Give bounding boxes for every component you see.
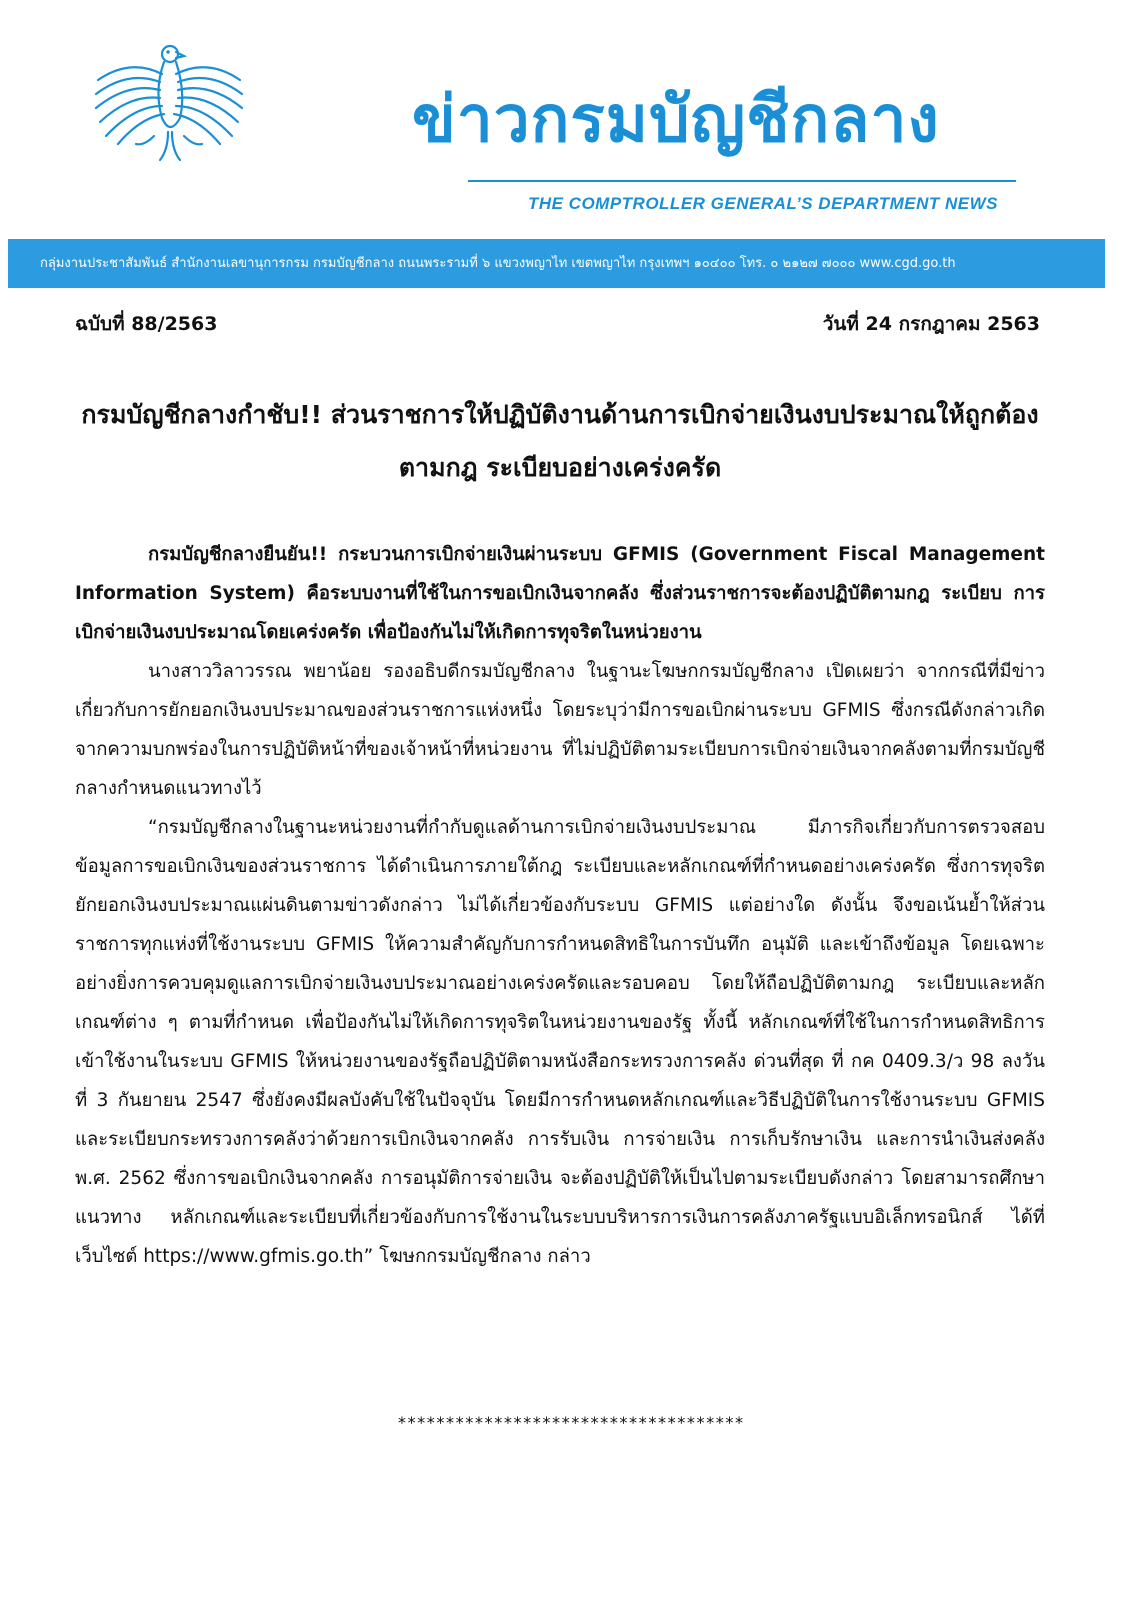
masthead-divider xyxy=(468,180,1016,182)
garuda-emblem-logo xyxy=(84,40,254,210)
article-body xyxy=(75,535,1045,1276)
issue-date: วันที่ 24 กรกฎาคม 2563 xyxy=(822,313,1040,335)
newsletter-title: ข่าวกรมบัญชีกลาง xyxy=(412,83,940,157)
body-paragraph-1: นางสาววิลาวรรณ พยาน้อย รองอธิบดีกรมบัญชีกลาง ในฐานะโฆษกกรมบัญชีกลาง เปิดเผยว่า จากกรณีที่มีข่าวเกี่ยวกับการยักยอกเงินงบประมาณของส่วนราชการแห่งหนึ่ง โดยระบุว่ามีการขอเบิกผ่านระบบ GFMIS ซึ่งกรณีดังกล่าวเกิดจากความบกพร่องในการปฏิบัติหน้าที่ของเจ้าหน้าที่หน่วยงาน ที่ไม่ปฏิบัติตามระเบียบการเบิกจ่ายเงินจากคลังตามที่กรมบัญชีกลางกำหนดแนวทางไว้ xyxy=(75,661,1045,799)
headline xyxy=(60,388,1060,494)
headline-line-1: กรมบัญชีกลางกำชับ!! ส่วนราชการให้ปฏิบัติงานด้านการเบิกจ่ายเงินงบประมาณให้ถูกต้อง xyxy=(81,400,1039,429)
body-paragraph-2: “กรมบัญชีกลางในฐานะหน่วยงานที่กำกับดูแลด้านการเบิกจ่ายเงินงบประมาณ มีภารกิจเกี่ยวกับการตรวจสอบข้อมูลการขอเบิกเงินของส่วนราชการ ได้ดำเนินการภายใต้กฎ ระเบียบและหลักเกณฑ์ที่กำหนดอย่างเคร่งครัด ซึ่งการทุจริตยักยอกเงินงบประมาณแผ่นดินตามข่าวดังกล่าว ไม่ได้เกี่ยวข้องกับระบบ GFMIS แต่อย่างใด ดังนั้น จึงขอเน้นย้ำให้ส่วนราชการทุกแห่งที่ใช้งานระบบ GFMIS ให้ความสำคัญกับการกำหนดสิทธิในการบันทึก อนุมัติ และเข้าถึงข้อมูล โดยเฉพาะอย่างยิ่งการควบคุมดูแลการเบิกจ่ายเงินงบประมาณอย่างเคร่งครัดและรอบคอบ โดยให้ถือปฏิบัติตามกฎ ระเบียบและหลักเกณฑ์ต่าง ๆ ตามที่กำหนด เพื่อป้องกันไม่ให้เกิดการทุจริตในหน่วยงานของรัฐ ทั้งนี้ หลักเกณฑ์ที่ใช้ในการกำหนดสิทธิการเข้าใช้งานในระบบ GFMIS ให้หน่วยงานของรัฐถือปฏิบัติตามหนังสือกระทรวงการคลัง ด่วนที่สุด ที่ กค 0409.3/ว 98 ลงวันที่ 3 กันยายน 2547 ซึ่งยังคงมีผลบังคับใช้ในปัจจุบัน โดยมีการกำหนดหลักเกณฑ์และวิธีปฏิบัติในการใช้งานระบบ GFMIS และระเบียบกระทรวงการคลังว่าด้วยการเบิกเงินจากคลัง การรับเงิน การจ่ายเงิน การเก็บรักษาเงิน และการนำเงินส่งคลัง พ.ศ. 2562 ซึ่งการขอเบิกเงินจากคลัง การอนุมัติการจ่ายเงิน จะต้องปฏิบัติให้เป็นไปตามระเบียบดังกล่าว โดยสามารถศึกษาแนวทาง หลักเกณฑ์และระเบียบที่เกี่ยวข้องกับการใช้งานในระบบบริหารการเงินการคลังภาครัฐแบบอิเล็กทรอนิกส์ ได้ที่เว็บไซต์ https://www.gfmis.go.th” โฆษกกรมบัญชีกลาง กล่าว xyxy=(75,817,1045,1267)
end-of-article-marks: ************************************ xyxy=(397,1413,744,1432)
headline-line-2: ตามกฎ ระเบียบอย่างเคร่งครัด xyxy=(398,453,722,482)
lead-paragraph: กรมบัญชีกลางยืนยัน!! กระบวนการเบิกจ่ายเงินผ่านระบบ GFMIS (Government Fiscal Management Information System) คือระบบงานที่ใช้ในการขอเบิกเงินจากคลัง ซึ่งส่วนราชการจะต้องปฏิบัติตามกฎ ระเบียบ การเบิกจ่ายเงินงบประมาณโดยเคร่งครัด เพื่อป้องกันไม่ให้เกิดการทุจริตในหน่วยงาน xyxy=(75,544,1045,643)
newsletter-subtitle-en: THE COMPTROLLER GENERAL’S DEPARTMENT NEWS xyxy=(527,194,998,213)
contact-info-band: กลุ่มงานประชาสัมพันธ์ สำนักงานเลขานุการกรม กรมบัญชีกลาง ถนนพระรามที่ ๖ แขวงพญาไท เขตพญาไท กรุงเทพฯ ๑๐๔๐๐ โทร. ๐ ๒๑๒๗ ๗๐๐๐ www.cgd.go.th xyxy=(8,239,1105,288)
issue-number: ฉบับที่ 88/2563 xyxy=(75,313,218,335)
garuda-icon xyxy=(84,40,254,210)
